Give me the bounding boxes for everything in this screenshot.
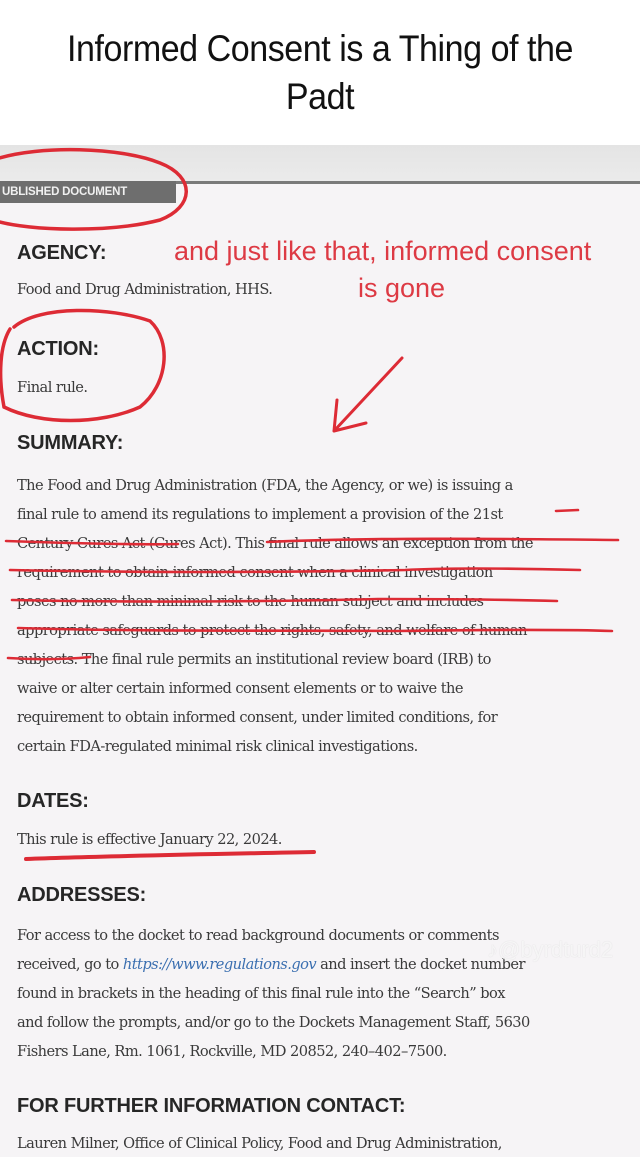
summary-line: appropriate safeguards to protect the rights, safety, and welfare of human	[17, 622, 527, 639]
annotation-caption-line2: is gone	[358, 273, 446, 303]
published-document-tag: UBLISHED DOCUMENT	[0, 181, 176, 203]
agency-heading: AGENCY:	[17, 242, 107, 264]
dates-text: This rule is effective January 22, 2024.	[17, 831, 282, 848]
summary-line: waive or alter certain informed consent elements or to waive the	[17, 680, 463, 697]
summary-line: requirement to obtain informed consent when a clinical investigation	[17, 564, 493, 581]
contact-heading: FOR FURTHER INFORMATION CONTACT:	[17, 1095, 406, 1117]
summary-line: Century Cures Act (Cures Act). This final rule allows an exception from the	[17, 535, 533, 552]
summary-line: subjects. The final rule permits an institutional review board (IRB) to	[17, 651, 491, 668]
summary-line: The Food and Drug Administration (FDA, the Agency, or we) is issuing a	[17, 477, 513, 494]
addresses-line: Fishers Lane, Rm. 1061, Rockville, MD 20852, 240–402–7500.	[17, 1043, 447, 1060]
addresses-line: For access to the docket to read background documents or comments	[17, 927, 499, 944]
addresses-heading: ADDRESSES:	[17, 884, 147, 906]
action-circle-annotation	[1, 310, 164, 420]
summary-line: poses no more than minimal risk to the human subject and includes	[17, 593, 484, 610]
action-text: Final rule.	[17, 379, 88, 396]
contact-text: Lauren Milner, Office of Clinical Policy, Food and Drug Administration,	[17, 1135, 502, 1152]
addresses-line: found in brackets in the heading of this final rule into the “Search” box	[17, 985, 505, 1002]
summary-line: requirement to obtain informed consent, under limited conditions, for	[17, 709, 498, 726]
addresses-line-prefix: received, go to	[17, 956, 123, 973]
meme-title: Informed Consent is a Thing of the Padt	[67, 27, 573, 117]
underline-annotation	[26, 852, 314, 859]
summary-line: final rule to amend its regulations to implement a provision of the 21st	[17, 506, 503, 523]
document-screenshot	[0, 145, 640, 1157]
agency-text: Food and Drug Administration, HHS.	[17, 281, 273, 298]
action-heading: ACTION:	[17, 338, 99, 360]
watermark: ♪@byrdturd2	[487, 937, 614, 962]
summary-paragraph	[17, 471, 632, 761]
annotation-caption-line1: and just like that, informed consent	[174, 236, 592, 266]
document-top-band	[0, 145, 640, 181]
addresses-line-suffix: and insert the docket number	[316, 956, 525, 973]
dates-heading: DATES:	[17, 790, 89, 812]
meme-header	[0, 0, 640, 145]
summary-heading: SUMMARY:	[17, 432, 124, 454]
summary-line: certain FDA-regulated minimal risk clinical investigations.	[17, 738, 418, 755]
addresses-line: and follow the prompts, and/or go to the Dockets Management Staff, 5630	[17, 1014, 530, 1031]
regulations-gov-link[interactable]: https://www.regulations.gov	[122, 956, 317, 973]
